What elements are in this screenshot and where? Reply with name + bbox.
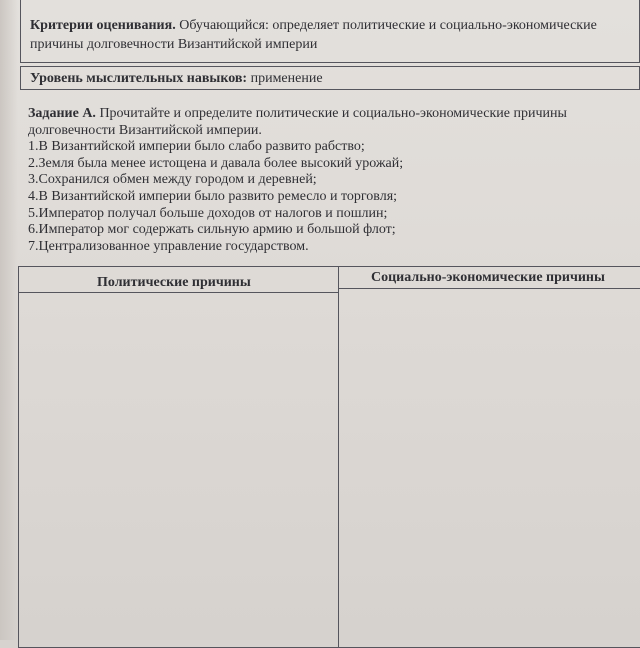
criteria-line2: причины долговечности Византийской империи (30, 37, 318, 52)
criteria-text (30, 16, 630, 54)
criteria-box (20, 0, 640, 63)
criteria-line1: Обучающийся: определяет политические и социально-экономические (175, 18, 597, 33)
socio-economic-reasons-header: Социально-экономические причины (371, 270, 605, 285)
thinking-level-label: Уровень мыслительных навыков: (30, 71, 248, 86)
task-item-5: 5.Император получал больше доходов от налогов и пошлин; (28, 205, 388, 221)
task-intro-line1 (28, 106, 628, 123)
thinking-level-text (30, 71, 323, 87)
political-reasons-header: Политические причины (97, 275, 251, 290)
task-label: Задание А. (28, 106, 96, 121)
task-item-2: 2.Земля была менее истощена и давала более высокий урожай; (28, 155, 404, 171)
task-item-3: 3.Сохранился обмен между городом и деревней; (28, 172, 317, 188)
header-divider-left (19, 292, 338, 293)
criteria-label: Критерии оценивания. (30, 18, 176, 33)
thinking-level-value: применение (247, 71, 323, 86)
column-divider (338, 267, 339, 647)
thinking-level-box (20, 66, 640, 90)
page-shadow (0, 0, 18, 640)
answer-table (18, 266, 640, 648)
task-intro-text1: Прочитайте и определите политические и социально-экономические причины (95, 106, 567, 121)
task-a (28, 106, 628, 255)
task-item-1: 1.В Византийской империи было слабо развито рабство; (28, 139, 365, 155)
task-item-7: 7.Централизованное управление государством. (28, 238, 309, 254)
task-intro-line2: долговечности Византийской империи. (28, 122, 262, 138)
task-item-6: 6.Император мог содержать сильную армию и большой флот; (28, 222, 396, 238)
header-divider-right (339, 288, 640, 289)
task-item-4: 4.В Византийской империи было развито ремесло и торговля; (28, 188, 398, 204)
